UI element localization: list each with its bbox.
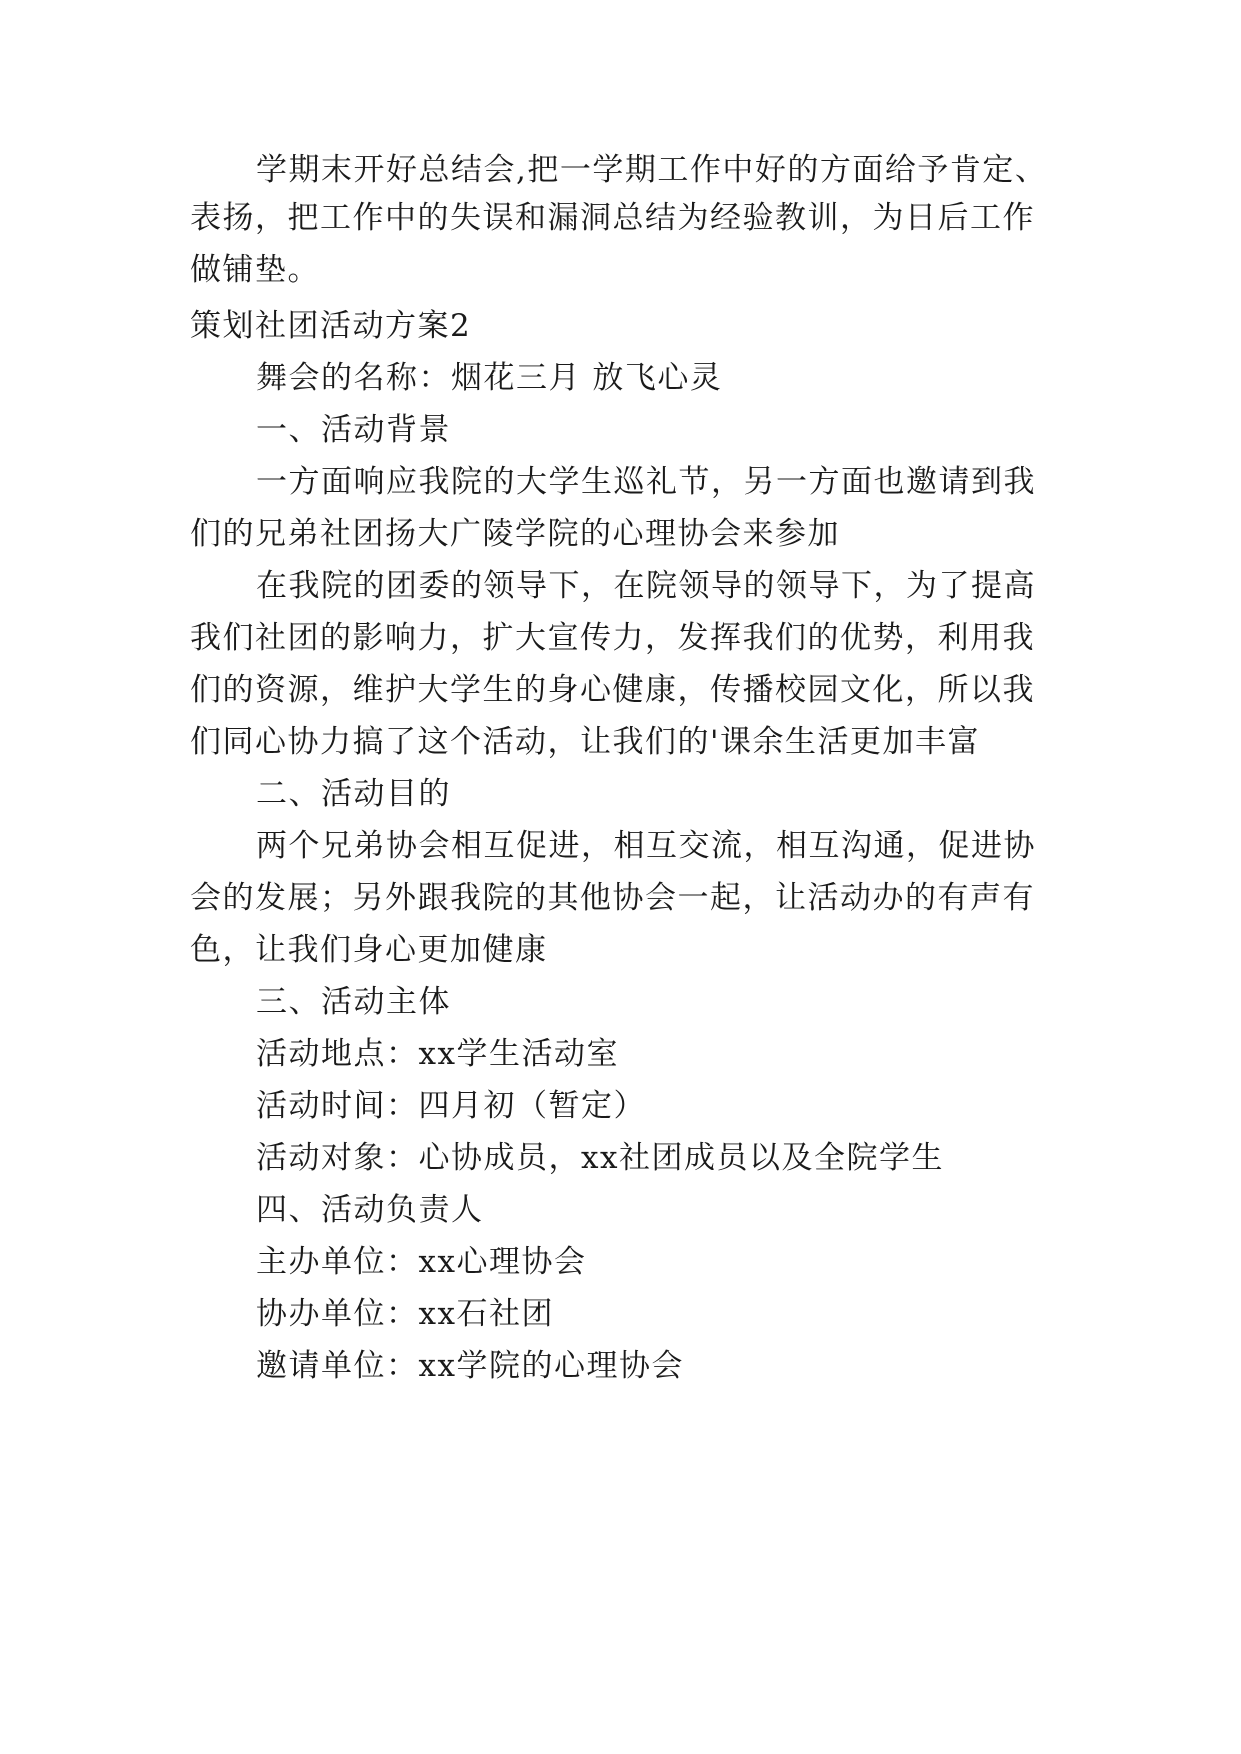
paragraph-line: 在我院的团委的领导下，在院领导的领导下，为了提高 bbox=[256, 568, 1036, 604]
dance-name-line: 舞会的名称：烟花三月 放飞心灵 bbox=[256, 360, 723, 396]
paragraph-line: 表扬，把工作中的失误和漏洞总结为经验教训，为日后工作 bbox=[190, 200, 1035, 236]
activity-time: 活动时间：四月初（暂定） bbox=[256, 1088, 646, 1124]
paragraph-line: 色，让我们身心更加健康 bbox=[190, 932, 548, 968]
activity-location: 活动地点：xx学生活动室 bbox=[256, 1036, 619, 1072]
paragraph-line: 一方面响应我院的大学生巡礼节，另一方面也邀请到我 bbox=[256, 464, 1036, 500]
heading-activity-background: 一、活动背景 bbox=[256, 412, 451, 448]
heading-activity-purpose: 二、活动目的 bbox=[256, 776, 451, 812]
paragraph-line: 们同心协力搞了这个活动，让我们的'课余生活更加丰富 bbox=[190, 724, 981, 760]
organizer: 主办单位：xx心理协会 bbox=[256, 1244, 587, 1280]
paragraph-line: 两个兄弟协会相互促进，相互交流，相互沟通，促进协 bbox=[256, 828, 1036, 864]
co-organizer: 协办单位：xx石社团 bbox=[256, 1296, 554, 1332]
paragraph-line: 们的资源，维护大学生的身心健康，传播校园文化，所以我 bbox=[190, 672, 1035, 708]
paragraph-line: 学期末开好总结会,把一学期工作中好的方面给予肯定、 bbox=[256, 152, 1048, 188]
paragraph-line: 会的发展；另外跟我院的其他协会一起，让活动办的有声有 bbox=[190, 880, 1035, 916]
activity-audience: 活动对象：心协成员，xx社团成员以及全院学生 bbox=[256, 1140, 944, 1176]
heading-activity-subject: 三、活动主体 bbox=[256, 984, 451, 1020]
invited-unit: 邀请单位：xx学院的心理协会 bbox=[256, 1348, 684, 1384]
paragraph-line: 我们社团的影响力，扩大宣传力，发挥我们的优势，利用我 bbox=[190, 620, 1035, 656]
paragraph-line: 做铺垫。 bbox=[190, 252, 320, 288]
section-title: 策划社团活动方案2 bbox=[190, 308, 472, 344]
heading-activity-leader: 四、活动负责人 bbox=[256, 1192, 484, 1228]
paragraph-line: 们的兄弟社团扬大广陵学院的心理协会来参加 bbox=[190, 516, 840, 552]
